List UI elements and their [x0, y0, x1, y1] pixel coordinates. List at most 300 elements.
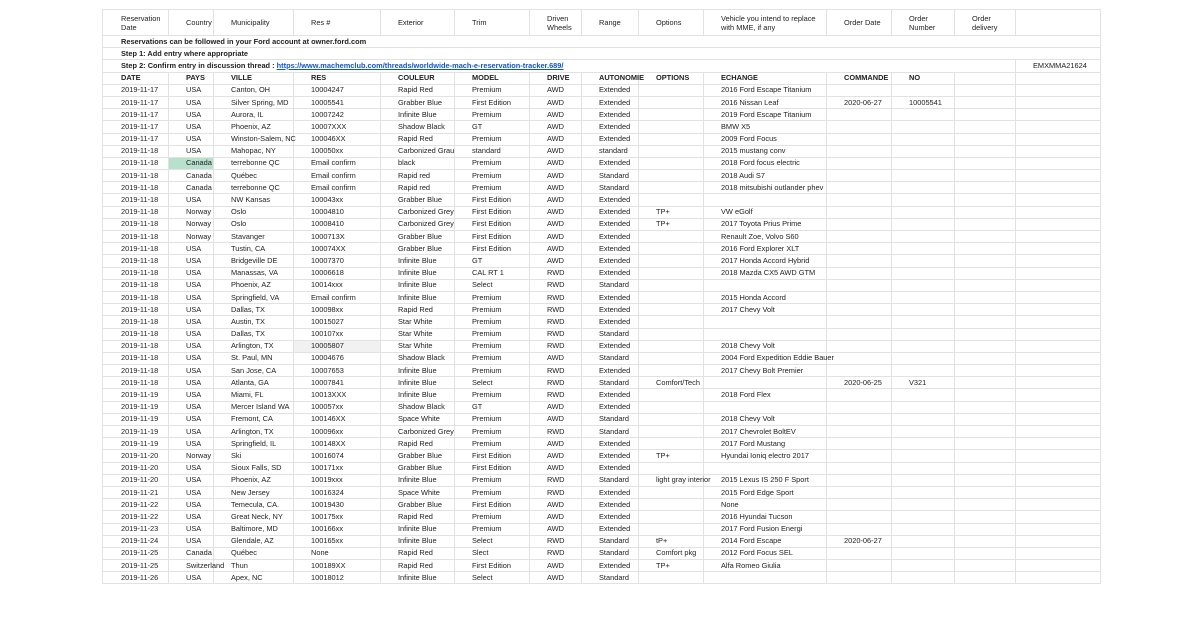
table-cell[interactable]: standard [582, 145, 639, 157]
table-cell[interactable] [892, 231, 955, 243]
table-cell[interactable]: Arlington, TX [214, 426, 294, 438]
table-cell[interactable] [892, 218, 955, 230]
table-cell[interactable]: AWD [530, 413, 582, 425]
empty-cell[interactable] [1016, 560, 1101, 572]
table-cell[interactable]: 2019-11-22 [103, 499, 169, 511]
table-cell[interactable] [827, 572, 892, 584]
table-cell[interactable] [639, 267, 704, 279]
table-cell[interactable]: Rapid red [381, 170, 455, 182]
table-cell[interactable] [892, 182, 955, 194]
table-cell[interactable]: 2015 Ford Edge Sport [704, 486, 827, 498]
table-cell[interactable] [892, 328, 955, 340]
table-cell[interactable]: AWD [530, 523, 582, 535]
table-cell[interactable]: Extended [582, 109, 639, 121]
table-cell[interactable]: Email confirm [294, 170, 381, 182]
table-cell[interactable] [827, 401, 892, 413]
table-cell[interactable]: Apex, NC [214, 572, 294, 584]
table-cell[interactable]: USA [169, 365, 214, 377]
header-cell[interactable] [1016, 10, 1101, 36]
table-cell[interactable] [639, 486, 704, 498]
table-cell[interactable]: AWD [530, 96, 582, 108]
table-cell[interactable]: Fremont, CA [214, 413, 294, 425]
french-header-cell[interactable]: MODEL [455, 72, 530, 84]
table-cell[interactable]: 2019-11-22 [103, 511, 169, 523]
table-cell[interactable] [892, 206, 955, 218]
table-cell[interactable]: Tustin, CA [214, 243, 294, 255]
table-cell[interactable]: 10008410 [294, 218, 381, 230]
french-header-cell[interactable]: RES [294, 72, 381, 84]
table-cell[interactable]: Bridgeville DE [214, 255, 294, 267]
table-cell[interactable]: black [381, 157, 455, 169]
table-cell[interactable]: Extended [582, 194, 639, 206]
table-cell[interactable]: 2019 Ford Escape Titanium [704, 109, 827, 121]
table-cell[interactable] [827, 231, 892, 243]
table-cell[interactable]: AWD [530, 218, 582, 230]
table-cell[interactable]: Extended [582, 121, 639, 133]
empty-cell[interactable] [1016, 401, 1101, 413]
table-cell[interactable]: 10018012 [294, 572, 381, 584]
table-cell[interactable]: Extended [582, 438, 639, 450]
table-cell[interactable]: 2017 Chevy Bolt Premier [704, 365, 827, 377]
table-cell[interactable]: TP+ [639, 560, 704, 572]
table-cell[interactable]: 2019-11-17 [103, 96, 169, 108]
table-cell[interactable]: RWD [530, 486, 582, 498]
table-cell[interactable]: Extended [582, 523, 639, 535]
table-cell[interactable] [955, 365, 1016, 377]
table-cell[interactable] [827, 206, 892, 218]
table-cell[interactable]: Star White [381, 328, 455, 340]
table-cell[interactable]: Norway [169, 231, 214, 243]
header-cell[interactable]: Res # [294, 10, 381, 36]
table-cell[interactable]: 100098xx [294, 304, 381, 316]
table-cell[interactable] [892, 170, 955, 182]
table-cell[interactable]: 100043xx [294, 194, 381, 206]
table-cell[interactable]: 2019-11-18 [103, 157, 169, 169]
table-cell[interactable] [955, 121, 1016, 133]
table-cell[interactable]: 100189XX [294, 560, 381, 572]
table-cell[interactable]: USA [169, 499, 214, 511]
table-cell[interactable]: 2017 Chevrolet BoltEV [704, 426, 827, 438]
table-cell[interactable]: Extended [582, 133, 639, 145]
table-cell[interactable] [955, 291, 1016, 303]
table-cell[interactable]: First Edition [455, 560, 530, 572]
table-cell[interactable]: 2017 Ford Fusion Energi [704, 523, 827, 535]
table-cell[interactable]: USA [169, 401, 214, 413]
table-cell[interactable] [955, 450, 1016, 462]
table-cell[interactable]: 2019-11-19 [103, 413, 169, 425]
table-cell[interactable] [955, 560, 1016, 572]
table-cell[interactable] [955, 255, 1016, 267]
table-cell[interactable]: Rapid Red [381, 304, 455, 316]
table-cell[interactable] [639, 96, 704, 108]
table-cell[interactable] [827, 182, 892, 194]
table-cell[interactable]: RWD [530, 547, 582, 559]
table-cell[interactable]: Infinite Blue [381, 365, 455, 377]
table-cell[interactable]: RWD [530, 426, 582, 438]
table-cell[interactable]: AWD [530, 560, 582, 572]
table-cell[interactable] [892, 291, 955, 303]
table-cell[interactable]: Email confirm [294, 182, 381, 194]
table-cell[interactable]: Canada [169, 170, 214, 182]
table-cell[interactable]: RWD [530, 340, 582, 352]
table-cell[interactable]: RWD [530, 304, 582, 316]
table-cell[interactable] [955, 279, 1016, 291]
table-cell[interactable] [892, 413, 955, 425]
empty-cell[interactable] [1016, 365, 1101, 377]
table-cell[interactable]: Temecula, CA. [214, 499, 294, 511]
table-cell[interactable]: 100175xx [294, 511, 381, 523]
table-cell[interactable] [955, 145, 1016, 157]
table-cell[interactable] [827, 426, 892, 438]
table-cell[interactable] [639, 255, 704, 267]
table-cell[interactable] [639, 279, 704, 291]
table-cell[interactable]: None [294, 547, 381, 559]
empty-cell[interactable] [1016, 352, 1101, 364]
table-cell[interactable]: First Edition [455, 218, 530, 230]
empty-cell[interactable] [1016, 121, 1101, 133]
table-cell[interactable]: Carbonized Grau [381, 145, 455, 157]
table-cell[interactable]: Canada [169, 182, 214, 194]
table-cell[interactable]: Thun [214, 560, 294, 572]
header-cell[interactable]: Options [639, 10, 704, 36]
table-cell[interactable] [639, 499, 704, 511]
tracker-thread-link[interactable]: https://www.machemclub.com/threads/worldwide-mach-e-reservation-tracker.689/ [276, 60, 564, 70]
table-cell[interactable]: Arlington, TX [214, 340, 294, 352]
table-cell[interactable]: Premium [455, 365, 530, 377]
table-cell[interactable] [955, 413, 1016, 425]
table-cell[interactable] [827, 486, 892, 498]
table-cell[interactable]: USA [169, 413, 214, 425]
table-cell[interactable] [639, 84, 704, 96]
table-cell[interactable]: 100166xx [294, 523, 381, 535]
table-cell[interactable]: RWD [530, 316, 582, 328]
table-cell[interactable]: Stavanger [214, 231, 294, 243]
table-cell[interactable]: 10016324 [294, 486, 381, 498]
table-cell[interactable] [892, 304, 955, 316]
table-cell[interactable] [892, 560, 955, 572]
table-cell[interactable] [639, 413, 704, 425]
table-cell[interactable]: Space White [381, 486, 455, 498]
table-cell[interactable]: GT [455, 401, 530, 413]
table-cell[interactable] [827, 328, 892, 340]
table-cell[interactable]: USA [169, 145, 214, 157]
table-cell[interactable] [955, 389, 1016, 401]
empty-cell[interactable] [1016, 109, 1101, 121]
table-cell[interactable]: 2016 Ford Explorer XLT [704, 243, 827, 255]
table-cell[interactable]: Oslo [214, 218, 294, 230]
table-cell[interactable] [955, 133, 1016, 145]
table-cell[interactable]: Extended [582, 486, 639, 498]
empty-cell[interactable] [1016, 328, 1101, 340]
table-cell[interactable] [827, 438, 892, 450]
table-cell[interactable]: 2015 Lexus IS 250 F Sport [704, 474, 827, 486]
table-cell[interactable]: AWD [530, 84, 582, 96]
table-cell[interactable]: USA [169, 511, 214, 523]
table-cell[interactable]: Premium [455, 170, 530, 182]
table-cell[interactable]: 2019-11-18 [103, 316, 169, 328]
table-cell[interactable]: TP+ [639, 206, 704, 218]
table-cell[interactable]: 100050xx [294, 145, 381, 157]
table-cell[interactable] [827, 560, 892, 572]
table-cell[interactable]: 2012 Ford Focus SEL [704, 547, 827, 559]
table-cell[interactable]: Premium [455, 486, 530, 498]
table-cell[interactable] [827, 389, 892, 401]
table-cell[interactable] [892, 499, 955, 511]
table-cell[interactable] [827, 316, 892, 328]
table-cell[interactable]: tP+ [639, 535, 704, 547]
table-cell[interactable]: First Edition [455, 243, 530, 255]
table-cell[interactable] [892, 389, 955, 401]
table-cell[interactable]: Standard [582, 170, 639, 182]
empty-cell[interactable] [1016, 547, 1101, 559]
table-cell[interactable]: Premium [455, 352, 530, 364]
table-cell[interactable]: 2019-11-18 [103, 194, 169, 206]
table-cell[interactable] [892, 109, 955, 121]
table-cell[interactable]: RWD [530, 389, 582, 401]
table-cell[interactable] [955, 426, 1016, 438]
table-cell[interactable]: Email confirm [294, 291, 381, 303]
table-cell[interactable]: AWD [530, 450, 582, 462]
table-cell[interactable]: AWD [530, 352, 582, 364]
table-cell[interactable]: 2014 Ford Escape [704, 535, 827, 547]
table-cell[interactable] [955, 316, 1016, 328]
table-cell[interactable] [639, 340, 704, 352]
table-cell[interactable] [639, 231, 704, 243]
table-cell[interactable]: Dallas, TX [214, 304, 294, 316]
table-cell[interactable]: Québec [214, 170, 294, 182]
table-cell[interactable]: Shadow Black [381, 121, 455, 133]
info-line-1[interactable]: Reservations can be followed in your Ford account at owner.ford.com [103, 36, 1101, 48]
table-cell[interactable]: TP+ [639, 450, 704, 462]
table-cell[interactable]: Grabber Blue [381, 499, 455, 511]
table-cell[interactable]: 10004247 [294, 84, 381, 96]
table-cell[interactable]: Extended [582, 389, 639, 401]
table-cell[interactable]: First Edition [455, 96, 530, 108]
table-cell[interactable]: 2019-11-18 [103, 279, 169, 291]
table-cell[interactable]: Extended [582, 157, 639, 169]
table-cell[interactable] [955, 109, 1016, 121]
table-cell[interactable]: Extended [582, 316, 639, 328]
table-cell[interactable] [892, 365, 955, 377]
table-cell[interactable]: 10019xxx [294, 474, 381, 486]
table-cell[interactable]: Select [455, 279, 530, 291]
table-cell[interactable] [955, 499, 1016, 511]
table-cell[interactable]: Springfield, IL [214, 438, 294, 450]
table-cell[interactable] [892, 474, 955, 486]
table-cell[interactable]: Rapid Red [381, 438, 455, 450]
header-cell[interactable]: Range [582, 10, 639, 36]
table-cell[interactable]: 10013XXX [294, 389, 381, 401]
table-cell[interactable]: Aurora, IL [214, 109, 294, 121]
table-cell[interactable]: USA [169, 572, 214, 584]
empty-cell[interactable] [1016, 438, 1101, 450]
table-cell[interactable]: 10007XXX [294, 121, 381, 133]
table-cell[interactable]: USA [169, 316, 214, 328]
table-cell[interactable] [827, 304, 892, 316]
empty-cell[interactable] [1016, 133, 1101, 145]
table-cell[interactable]: Oslo [214, 206, 294, 218]
table-cell[interactable]: Standard [582, 413, 639, 425]
table-cell[interactable]: 2019-11-18 [103, 304, 169, 316]
table-cell[interactable]: 2019-11-18 [103, 206, 169, 218]
table-cell[interactable] [827, 133, 892, 145]
empty-cell[interactable] [1016, 267, 1101, 279]
table-cell[interactable]: First Edition [455, 206, 530, 218]
table-cell[interactable]: 2004 Ford Expedition Eddie Bauer [704, 352, 827, 364]
table-cell[interactable] [892, 84, 955, 96]
table-cell[interactable]: Shadow Black [381, 352, 455, 364]
table-cell[interactable] [639, 145, 704, 157]
table-cell[interactable]: Baltimore, MD [214, 523, 294, 535]
table-cell[interactable]: USA [169, 462, 214, 474]
empty-cell[interactable] [1016, 96, 1101, 108]
table-cell[interactable] [639, 365, 704, 377]
table-cell[interactable] [892, 352, 955, 364]
table-cell[interactable] [639, 291, 704, 303]
table-cell[interactable]: Infinite Blue [381, 267, 455, 279]
table-cell[interactable]: Shadow Black [381, 401, 455, 413]
table-cell[interactable] [955, 182, 1016, 194]
table-cell[interactable]: Canton, OH [214, 84, 294, 96]
table-cell[interactable]: AWD [530, 145, 582, 157]
table-cell[interactable]: 100074XX [294, 243, 381, 255]
empty-cell[interactable] [1016, 194, 1101, 206]
table-cell[interactable]: standard [455, 145, 530, 157]
table-cell[interactable] [639, 352, 704, 364]
table-cell[interactable] [827, 267, 892, 279]
table-cell[interactable]: Infinite Blue [381, 291, 455, 303]
table-cell[interactable]: USA [169, 426, 214, 438]
table-cell[interactable]: CAL RT 1 [455, 267, 530, 279]
table-cell[interactable]: First Edition [455, 194, 530, 206]
table-cell[interactable] [955, 218, 1016, 230]
table-cell[interactable]: Infinite Blue [381, 535, 455, 547]
table-cell[interactable]: 10019430 [294, 499, 381, 511]
table-cell[interactable]: light gray interior [639, 474, 704, 486]
table-cell[interactable]: Standard [582, 572, 639, 584]
table-cell[interactable] [955, 462, 1016, 474]
table-cell[interactable]: Sioux Falls, SD [214, 462, 294, 474]
table-cell[interactable] [639, 316, 704, 328]
table-cell[interactable] [827, 499, 892, 511]
table-cell[interactable]: BMW X5 [704, 121, 827, 133]
table-cell[interactable]: Canada [169, 547, 214, 559]
empty-cell[interactable] [1016, 523, 1101, 535]
table-cell[interactable] [704, 194, 827, 206]
table-cell[interactable] [639, 194, 704, 206]
table-cell[interactable]: Standard [582, 535, 639, 547]
table-cell[interactable] [704, 572, 827, 584]
table-cell[interactable] [955, 243, 1016, 255]
table-cell[interactable] [827, 243, 892, 255]
table-cell[interactable]: 100148XX [294, 438, 381, 450]
table-cell[interactable]: AWD [530, 255, 582, 267]
table-cell[interactable] [955, 486, 1016, 498]
table-cell[interactable]: Extended [582, 450, 639, 462]
table-cell[interactable]: 2019-11-17 [103, 121, 169, 133]
table-cell[interactable]: 2018 Chevy Volt [704, 340, 827, 352]
table-cell[interactable]: AWD [530, 182, 582, 194]
table-cell[interactable] [639, 401, 704, 413]
table-cell[interactable]: Standard [582, 182, 639, 194]
empty-cell[interactable] [1016, 316, 1101, 328]
table-cell[interactable]: Premium [455, 523, 530, 535]
table-cell[interactable]: Winston-Salem, NC [214, 133, 294, 145]
header-cell[interactable]: Driven Wheels [530, 10, 582, 36]
table-cell[interactable]: 2018 Chevy Volt [704, 413, 827, 425]
table-cell[interactable]: Extended [582, 291, 639, 303]
table-cell[interactable]: 2019-11-18 [103, 243, 169, 255]
table-cell[interactable] [639, 438, 704, 450]
table-cell[interactable]: 2009 Ford Focus [704, 133, 827, 145]
table-cell[interactable]: 2019-11-18 [103, 365, 169, 377]
table-cell[interactable] [827, 121, 892, 133]
table-cell[interactable]: Mercer Island WA [214, 401, 294, 413]
table-cell[interactable] [827, 352, 892, 364]
table-cell[interactable]: First Edition [455, 231, 530, 243]
header-cell[interactable]: Exterior [381, 10, 455, 36]
table-cell[interactable]: USA [169, 486, 214, 498]
table-cell[interactable] [955, 523, 1016, 535]
table-cell[interactable] [639, 523, 704, 535]
table-cell[interactable]: Premium [455, 511, 530, 523]
table-cell[interactable]: USA [169, 121, 214, 133]
french-header-cell[interactable]: DATE [103, 72, 169, 84]
table-cell[interactable]: USA [169, 84, 214, 96]
table-cell[interactable] [955, 511, 1016, 523]
table-cell[interactable] [827, 145, 892, 157]
table-cell[interactable] [827, 218, 892, 230]
table-cell[interactable]: 2019-11-19 [103, 426, 169, 438]
table-cell[interactable]: AWD [530, 133, 582, 145]
table-cell[interactable]: 1000713X [294, 231, 381, 243]
table-cell[interactable]: Rapid Red [381, 560, 455, 572]
table-cell[interactable]: Standard [582, 328, 639, 340]
table-cell[interactable] [955, 157, 1016, 169]
table-cell[interactable]: Premium [455, 426, 530, 438]
table-cell[interactable]: USA [169, 352, 214, 364]
table-cell[interactable]: Phoenix, AZ [214, 279, 294, 291]
header-cell[interactable]: Trim [455, 10, 530, 36]
table-cell[interactable]: Infinite Blue [381, 474, 455, 486]
table-cell[interactable] [892, 255, 955, 267]
table-cell[interactable]: Grabber Blue [381, 96, 455, 108]
table-cell[interactable]: Extended [582, 304, 639, 316]
empty-cell[interactable] [1016, 474, 1101, 486]
table-cell[interactable]: 10005541 [892, 96, 955, 108]
table-cell[interactable]: Manassas, VA [214, 267, 294, 279]
header-cell[interactable]: Country [169, 10, 214, 36]
french-header-cell[interactable]: PAYS [169, 72, 214, 84]
table-cell[interactable]: 2020-06-27 [827, 535, 892, 547]
french-header-cell[interactable]: DRIVE [530, 72, 582, 84]
table-cell[interactable]: Alfa Romeo Giulia [704, 560, 827, 572]
empty-cell[interactable] [1016, 486, 1101, 498]
table-cell[interactable] [704, 316, 827, 328]
table-cell[interactable]: Extended [582, 231, 639, 243]
table-cell[interactable] [955, 231, 1016, 243]
table-cell[interactable] [955, 328, 1016, 340]
table-cell[interactable]: USA [169, 523, 214, 535]
table-cell[interactable] [892, 523, 955, 535]
table-cell[interactable] [955, 474, 1016, 486]
table-cell[interactable] [704, 377, 827, 389]
table-cell[interactable]: First Edition [455, 462, 530, 474]
table-cell[interactable]: Extended [582, 499, 639, 511]
table-cell[interactable] [639, 462, 704, 474]
table-cell[interactable]: Extended [582, 255, 639, 267]
table-cell[interactable]: Canada [169, 157, 214, 169]
